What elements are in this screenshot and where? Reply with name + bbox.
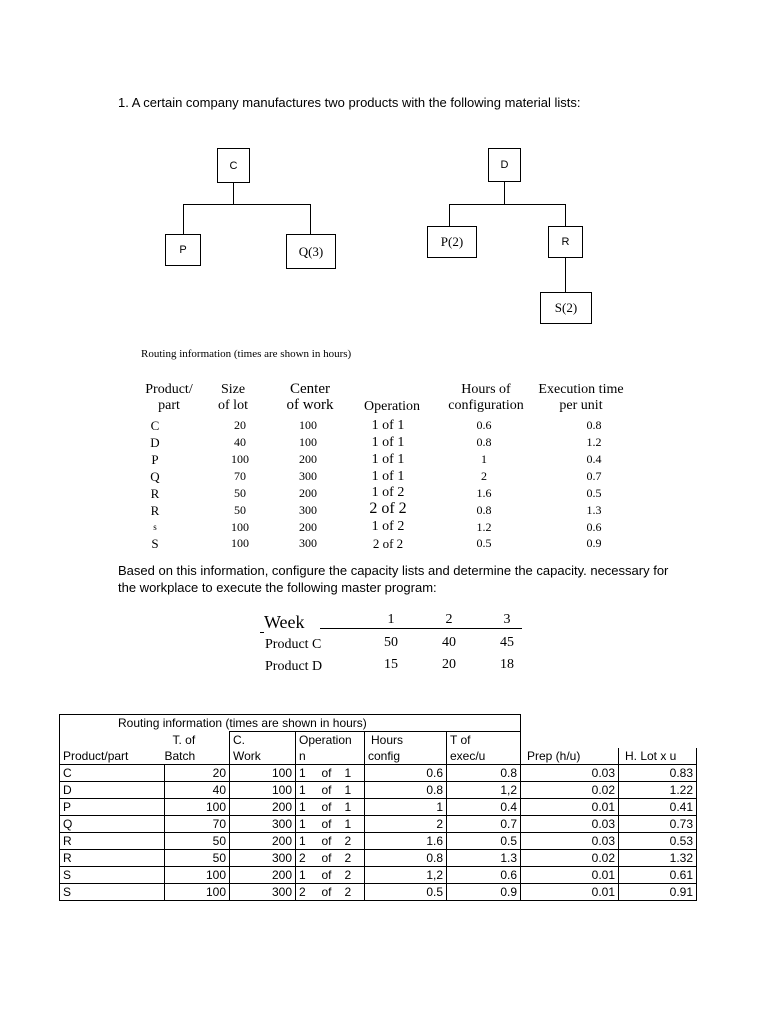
instructions-text: Based on this information, configure the capacity lists and determine the capacity. necessary for the workplace to execute the following master program: xyxy=(118,563,669,595)
cell-work: 100 xyxy=(230,765,296,782)
cell-prep: 0.02 xyxy=(521,850,619,867)
week-2: 2 xyxy=(445,612,453,627)
product-c-label: Product C xyxy=(265,637,322,652)
cell-prep: 0.03 xyxy=(521,816,619,833)
cell-op-to: 1 xyxy=(343,782,365,799)
cell-part: S xyxy=(151,536,159,551)
cell-lot: 1.22 xyxy=(619,782,697,799)
cell-op-to: 2 xyxy=(343,850,365,867)
header-exec-line1: Execution time xyxy=(538,382,624,397)
cell-part: C xyxy=(60,765,165,782)
bom-node-q: Q(3) xyxy=(286,234,336,269)
cell-exec: 0.7 xyxy=(447,816,521,833)
cell-op: 1 of 1 xyxy=(371,469,405,484)
cell-op-from: 2 xyxy=(296,884,320,901)
head-batch: Batch xyxy=(165,748,230,765)
header-center-line1: Center xyxy=(290,381,330,397)
bom-connector xyxy=(233,183,234,204)
header-exec xyxy=(530,382,632,414)
cell-op-to: 1 xyxy=(343,765,365,782)
cell-op-to: 1 xyxy=(343,816,365,833)
cell-part: R xyxy=(150,503,160,518)
sheet-row xyxy=(60,782,697,799)
week-3: 3 xyxy=(503,612,511,627)
cell-center: 200 xyxy=(299,486,317,500)
cell-op-to: 1 xyxy=(343,799,365,816)
cell-prep: 0.01 xyxy=(521,884,619,901)
head-config-top: Hours xyxy=(365,732,447,749)
cell-part: P xyxy=(60,799,165,816)
cell-op-to: 2 xyxy=(343,867,365,884)
cell-exec: 0.5 xyxy=(447,833,521,850)
cell-batch: 50 xyxy=(165,833,230,850)
header-size-line2: of lot xyxy=(218,398,248,413)
cell-center: 300 xyxy=(299,536,317,550)
cell-center: 200 xyxy=(299,452,317,466)
head-lot: H. Lot x u xyxy=(619,748,697,765)
bom-connector xyxy=(565,258,566,292)
product-d-label: Product D xyxy=(265,659,323,674)
head-work: Work xyxy=(230,748,296,765)
bom-connector xyxy=(565,204,566,226)
head-config: config xyxy=(365,748,447,765)
sheet-empty xyxy=(60,732,165,749)
cell-lot: 100 xyxy=(231,536,249,550)
sheet-title-row xyxy=(60,715,697,732)
sheet-header-top xyxy=(60,732,697,749)
cell-exec: 0.9 xyxy=(447,884,521,901)
cell-work: 200 xyxy=(230,799,296,816)
cell-lot: 50 xyxy=(234,503,246,517)
header-size xyxy=(203,382,263,414)
cell-op-from: 1 xyxy=(296,816,320,833)
product-c-week-1: 50 xyxy=(384,635,398,650)
cell-op-from: 1 xyxy=(296,867,320,884)
bom-node-p: P xyxy=(165,234,201,266)
cell-prep: 0.03 xyxy=(521,765,619,782)
bom-node-p2: P(2) xyxy=(427,226,477,258)
week-rule-start xyxy=(260,632,264,633)
cell-lot: 0.53 xyxy=(619,833,697,850)
cell-lot: 0.73 xyxy=(619,816,697,833)
cell-config: 2 xyxy=(481,469,487,483)
cell-op-of: of xyxy=(320,799,343,816)
cell-lot: 100 xyxy=(231,452,249,466)
cell-lot: 0.83 xyxy=(619,765,697,782)
cell-lot: 50 xyxy=(234,486,246,500)
cell-config: 0.6 xyxy=(365,765,447,782)
head-op-top: Operation xyxy=(296,732,365,749)
cell-config: 1 xyxy=(481,452,487,466)
cell-exec: 1.3 xyxy=(586,503,602,517)
cell-center: 300 xyxy=(299,503,317,517)
header-config-line1: Hours of xyxy=(461,382,511,397)
header-size-line1: Size xyxy=(220,382,246,397)
cell-lot: 0.91 xyxy=(619,884,697,901)
cell-op-from: 1 xyxy=(296,833,320,850)
head-batch-top: T. of xyxy=(165,732,230,749)
week-1: 1 xyxy=(387,612,395,627)
bom-connector xyxy=(310,204,311,234)
cell-config: 0.8 xyxy=(365,782,447,799)
cell-exec: 0.6 xyxy=(586,520,602,534)
sheet-empty xyxy=(521,715,619,732)
sheet-empty xyxy=(619,732,697,749)
cell-part: R xyxy=(60,833,165,850)
cell-config: 1.6 xyxy=(476,486,492,500)
cell-work: 300 xyxy=(230,850,296,867)
cell-part: Q xyxy=(60,816,165,833)
bom-connector xyxy=(504,182,505,204)
cell-work: 200 xyxy=(230,867,296,884)
cell-prep: 0.01 xyxy=(521,867,619,884)
bom-node-r: R xyxy=(548,226,583,258)
cell-config: 0.8 xyxy=(476,503,492,517)
product-d-week-2: 20 xyxy=(442,657,456,672)
cell-op-from: 1 xyxy=(296,765,320,782)
cell-lot: 20 xyxy=(234,418,246,432)
cell-center: 100 xyxy=(299,418,317,432)
cell-batch: 50 xyxy=(165,850,230,867)
cell-part: D xyxy=(60,782,165,799)
cell-lot: 100 xyxy=(231,520,249,534)
cell-part: C xyxy=(150,418,160,433)
week-rule xyxy=(320,628,522,629)
cell-part: Q xyxy=(150,469,160,484)
cell-lot: 0.41 xyxy=(619,799,697,816)
cell-config: 0.6 xyxy=(476,418,492,432)
cell-exec: 1.3 xyxy=(447,850,521,867)
cell-op-of: of xyxy=(320,833,343,850)
cell-part: P xyxy=(151,452,159,467)
header-config-line2: configuration xyxy=(448,398,524,413)
cell-op-of: of xyxy=(320,765,343,782)
header-product xyxy=(134,382,204,414)
cell-center: 300 xyxy=(299,469,317,483)
bom-connector xyxy=(183,204,184,234)
cell-lot: 40 xyxy=(234,435,246,449)
sheet-row xyxy=(60,816,697,833)
bom-node-c: C xyxy=(217,148,250,183)
sheet-empty xyxy=(619,715,697,732)
cell-prep: 0.01 xyxy=(521,799,619,816)
cell-batch: 20 xyxy=(165,765,230,782)
cell-exec: 0.8 xyxy=(586,418,602,432)
cell-part: s xyxy=(153,522,157,532)
cell-work: 300 xyxy=(230,884,296,901)
cell-config: 1,2 xyxy=(365,867,447,884)
cell-op-of: of xyxy=(320,884,343,901)
cell-config: 1.2 xyxy=(476,520,492,534)
cell-exec: 0.4 xyxy=(447,799,521,816)
cell-exec: 0.8 xyxy=(447,765,521,782)
cell-batch: 100 xyxy=(165,799,230,816)
routing-caption: Routing information (times are shown in hours) xyxy=(141,348,352,360)
sheet-empty xyxy=(521,732,619,749)
cell-config: 0.5 xyxy=(365,884,447,901)
head-part: Product/part xyxy=(60,748,165,765)
bom-connector xyxy=(449,204,566,205)
cell-part: R xyxy=(60,850,165,867)
cell-part: S xyxy=(60,867,165,884)
cell-prep: 0.02 xyxy=(521,782,619,799)
cell-op-to: 2 xyxy=(343,884,365,901)
product-d-week-3: 18 xyxy=(500,657,514,672)
sheet-title: Routing information (times are shown in hours) xyxy=(60,715,521,732)
cell-op-of: of xyxy=(320,867,343,884)
header-product-line1: Product/ xyxy=(145,382,193,397)
cell-batch: 70 xyxy=(165,816,230,833)
cell-config: 1.6 xyxy=(365,833,447,850)
product-d-week-1: 15 xyxy=(384,657,398,672)
cell-part: D xyxy=(150,435,160,450)
cell-op: 2 of 2 xyxy=(372,536,404,551)
cell-lot: 70 xyxy=(234,469,246,483)
cell-lot: 1.32 xyxy=(619,850,697,867)
cell-op-from: 1 xyxy=(296,799,320,816)
cell-config: 0.8 xyxy=(365,850,447,867)
cell-op: 1 of 1 xyxy=(371,452,405,467)
head-op: n xyxy=(296,748,365,765)
product-c-week-3: 45 xyxy=(500,635,514,650)
header-config xyxy=(440,382,532,414)
header-center-line2: of work xyxy=(286,397,334,413)
cell-center: 200 xyxy=(299,520,317,534)
sheet-row xyxy=(60,850,697,867)
cell-config: 2 xyxy=(365,816,447,833)
cell-batch: 100 xyxy=(165,867,230,884)
cell-exec: 0.4 xyxy=(586,452,602,466)
week-label: Week xyxy=(264,612,305,632)
head-work-top: C. xyxy=(230,732,296,749)
cell-exec: 1,2 xyxy=(447,782,521,799)
sheet-row xyxy=(60,867,697,884)
head-exec-top: T of xyxy=(447,732,521,749)
cell-exec: 0.9 xyxy=(586,536,602,550)
header-exec-line2: per unit xyxy=(559,398,603,413)
cell-batch: 40 xyxy=(165,782,230,799)
cell-op-from: 2 xyxy=(296,850,320,867)
product-c-week-2: 40 xyxy=(442,635,456,650)
bom-node-d: D xyxy=(488,148,521,182)
cell-exec: 0.7 xyxy=(586,469,602,483)
cell-op: 1 of 1 xyxy=(371,418,405,433)
sheet-row xyxy=(60,765,697,782)
cell-op-of: of xyxy=(320,782,343,799)
sheet-row xyxy=(60,833,697,850)
cell-part: R xyxy=(150,486,160,501)
routing-sheet xyxy=(59,714,697,901)
cell-op-from: 1 xyxy=(296,782,320,799)
cell-op-of: of xyxy=(320,850,343,867)
sheet-header-bottom xyxy=(60,748,697,765)
header-operation: Operation xyxy=(364,399,420,414)
cell-config: 1 xyxy=(365,799,447,816)
head-exec: exec/u xyxy=(447,748,521,765)
bom-connector xyxy=(183,204,311,205)
header-product-line2: part xyxy=(158,398,180,413)
cell-op: 1 of 2 xyxy=(371,519,405,534)
head-prep: Prep (h/u) xyxy=(521,748,619,765)
cell-exec: 0.6 xyxy=(447,867,521,884)
cell-work: 300 xyxy=(230,816,296,833)
sheet-row xyxy=(60,799,697,816)
cell-batch: 100 xyxy=(165,884,230,901)
cell-prep: 0.03 xyxy=(521,833,619,850)
bom-node-s: S(2) xyxy=(540,292,592,324)
bom-connector xyxy=(449,204,450,226)
cell-part: S xyxy=(60,884,165,901)
cell-exec: 0.5 xyxy=(586,486,602,500)
cell-op: 2 of 2 xyxy=(369,500,407,517)
cell-lot: 0.61 xyxy=(619,867,697,884)
cell-exec: 1.2 xyxy=(586,435,602,449)
question-text: 1. A certain company manufactures two products with the following material lists: xyxy=(118,95,581,110)
cell-center: 100 xyxy=(299,435,317,449)
cell-work: 200 xyxy=(230,833,296,850)
cell-op-of: of xyxy=(320,816,343,833)
cell-work: 100 xyxy=(230,782,296,799)
sheet-row xyxy=(60,884,697,901)
cell-op: 1 of 2 xyxy=(371,485,405,500)
header-center xyxy=(270,381,350,413)
cell-op-to: 2 xyxy=(343,833,365,850)
cell-config: 0.5 xyxy=(476,536,492,550)
cell-op: 1 of 1 xyxy=(371,435,405,450)
cell-config: 0.8 xyxy=(476,435,492,449)
